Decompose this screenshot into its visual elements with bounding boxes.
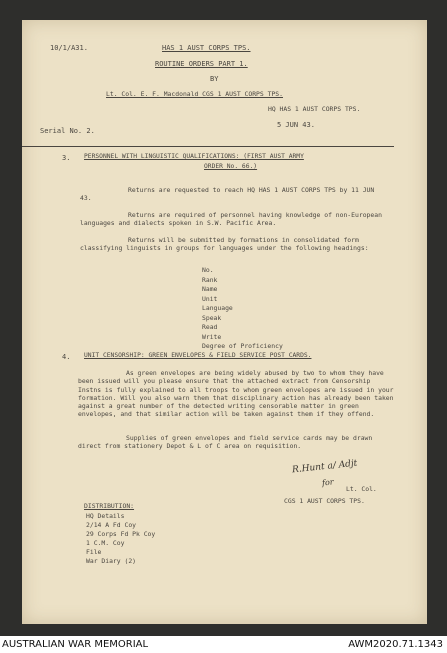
paragraph-submission: Returns will be submitted by formations in consolidated form classifying linguists in groups for languages under the following headings:	[80, 236, 369, 253]
heading-item: Rank	[202, 275, 218, 284]
file-reference: 10/1/A31.	[50, 44, 88, 52]
signatory-rank: Lt. Col.	[346, 485, 377, 493]
footer-institution: AUSTRALIAN WAR MEMORIAL	[2, 639, 149, 650]
distribution-title: DISTRIBUTION:	[84, 502, 135, 510]
heading-item: Speak	[202, 313, 222, 322]
heading-item: Write	[202, 332, 222, 341]
paragraph-supplies: Supplies of green envelopes and field service cards may be drawn direct from stationery Depot & L of C area on requisition.	[78, 434, 373, 451]
heading-item: Read	[202, 323, 218, 331]
signatory-title: CGS 1 AUST CORPS TPS.	[284, 497, 365, 505]
distribution-item: 1 C.M. Coy	[86, 539, 125, 547]
heading-item: No.	[202, 266, 214, 274]
distribution-item: 29 Corps Fd Pk Coy	[86, 530, 156, 538]
hq-address: HQ HAS 1 AUST CORPS TPS.	[268, 105, 361, 113]
divider-rule	[22, 146, 394, 147]
item3-title-cont: ORDER No. 66.)	[204, 163, 258, 170]
document-page	[22, 20, 427, 624]
item4-number: 4.	[62, 353, 71, 361]
distribution-item: 2/14 A Fd Coy	[86, 521, 137, 529]
officer-line: Lt. Col. E. F. Macdonald CGS 1 AUST CORPS TPS.	[106, 90, 283, 98]
item3-number: 3.	[62, 154, 71, 162]
by-label: BY	[210, 75, 219, 83]
distribution-item: HQ Details	[86, 512, 125, 520]
serial-number: Serial No. 2.	[40, 127, 95, 135]
headings-list	[202, 266, 342, 356]
distribution-item: War Diary (2)	[86, 557, 137, 565]
handwritten-signature: R.Hunt a/ Adjt	[291, 458, 358, 476]
paragraph-returns-deadline: Returns are requested to reach HQ HAS 1 AUST CORPS TPS by 11 JUN 43.	[80, 186, 375, 203]
distribution-list	[86, 512, 246, 572]
heading-item: Language	[202, 304, 233, 312]
distribution-item: File	[86, 548, 102, 556]
item4-title: UNIT CENSORSHIP: GREEN ENVELOPES & FIELD SERVICE POST CARDS.	[84, 352, 312, 359]
heading-item: Unit	[202, 294, 218, 303]
paragraph-returns-required: Returns are required of personnel having knowledge of non-European languages and dialects spoken in S.W. Pacific Area.	[80, 211, 382, 228]
archive-footer	[0, 636, 447, 653]
orders-title: ROUTINE ORDERS PART 1.	[155, 60, 248, 68]
hq-title: HAS 1 AUST CORPS TPS.	[162, 44, 251, 52]
paragraph-green-envelopes: As green envelopes are being widely abused by two to whom they have been issued will you please ensure that the attached extract from Censorship Instns is fully explained to all troops to whom green envelopes are issued in your formation. Will you also warn them that disciplinary action has already been taken against a great number of the detected writing censorable matter in green envelopes, and that similar action will be taken against them if they offend.	[78, 369, 394, 419]
document-date: 5 JUN 43.	[277, 121, 315, 129]
signature-for: for	[321, 477, 335, 488]
item3-title: PERSONNEL WITH LINGUISTIC QUALIFICATIONS: (FIRST AUST ARMY	[84, 153, 304, 160]
heading-item: Name	[202, 285, 218, 293]
footer-accession-number: AWM2020.71.1343	[348, 639, 443, 650]
heading-item: Degree of Proficiency	[202, 342, 283, 350]
